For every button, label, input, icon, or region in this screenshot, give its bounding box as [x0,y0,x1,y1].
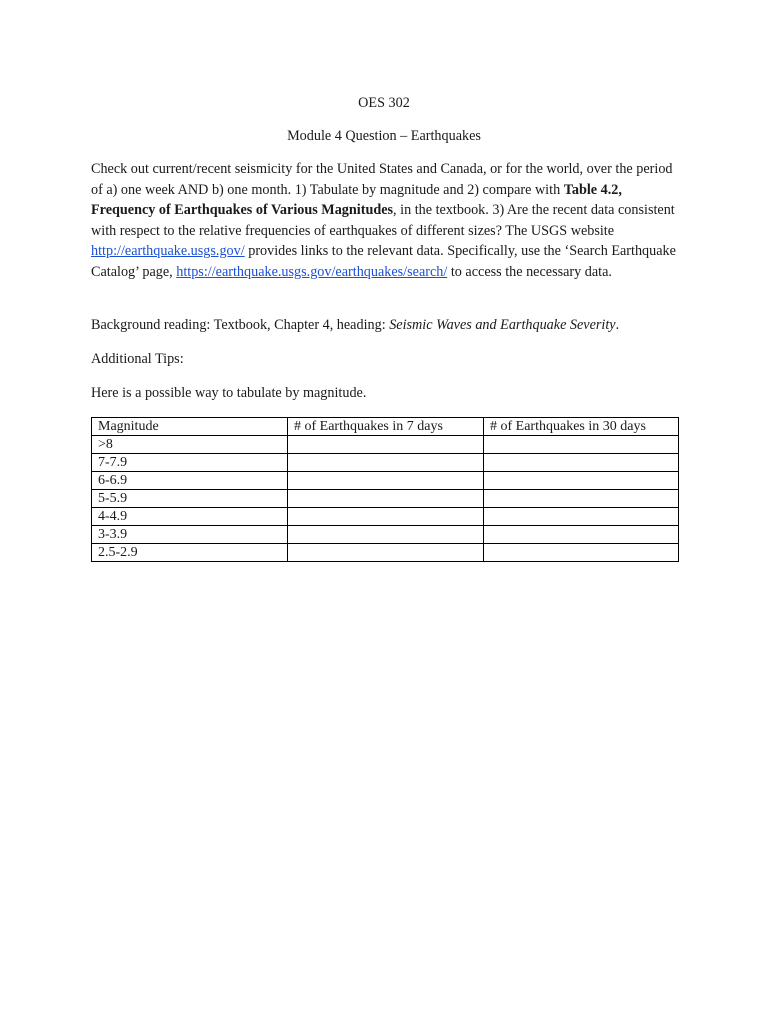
table-row [92,490,679,508]
table-header-row [92,418,679,436]
magnitude-cell: 5-5.9 [92,490,288,508]
count-30-days-cell[interactable] [484,526,679,544]
usgs-search-link[interactable]: https://earthquake.usgs.gov/earthquakes/search/ [176,263,448,280]
count-30-days-cell[interactable] [484,544,679,562]
intro-text-4: to access the necessary data. [447,263,612,280]
textbook-table-reference: Table 4.2, Frequency of Earthquakes of Various Magnitudes [91,181,622,219]
magnitude-cell: 3-3.9 [92,526,288,544]
count-30-days-cell[interactable] [484,454,679,472]
magnitude-table [91,417,679,562]
count-7-days-cell[interactable] [288,472,484,490]
count-30-days-cell[interactable] [484,436,679,454]
tabulate-note: Here is a possible way to tabulate by magnitude. [91,385,367,401]
document-title: Module 4 Question – Earthquakes [287,128,481,144]
count-7-days-cell[interactable] [288,526,484,544]
magnitude-cell: 2.5-2.9 [92,544,288,562]
count-7-days-cell[interactable] [288,544,484,562]
magnitude-cell: 4-4.9 [92,508,288,526]
count-7-days-cell[interactable] [288,454,484,472]
intro-text-2: , in the textbook. 3) Are the recent data consistent with respect to the relative frequencies of earthquakes of different sizes? The USGS website [91,202,675,239]
table-row [92,508,679,526]
count-30-days-cell[interactable] [484,508,679,526]
tips-heading: Additional Tips: [91,351,184,367]
intro-paragraph [91,159,681,283]
magnitude-cell: 7-7.9 [92,454,288,472]
table-row [92,454,679,472]
count-30-days-cell[interactable] [484,490,679,508]
background-reading [91,315,681,336]
header-7-days: # of Earthquakes in 7 days [288,418,484,436]
background-end: . [615,317,620,333]
background-heading: Seismic Waves and Earthquake Severity [389,317,616,333]
table-row [92,472,679,490]
table-row [92,544,679,562]
table-row [92,526,679,544]
table-row [92,436,679,454]
magnitude-cell: >8 [92,436,288,454]
header-magnitude: Magnitude [92,418,288,436]
header-30-days: # of Earthquakes in 30 days [484,418,679,436]
count-7-days-cell[interactable] [288,508,484,526]
count-30-days-cell[interactable] [484,472,679,490]
intro-text-1: Check out current/recent seismicity for the United States and Canada, or for the world, over the period of a) one week AND b) one month. 1) Tabulate by magnitude and 2) compare with [91,161,673,198]
usgs-home-link[interactable]: http://earthquake.usgs.gov/ [91,243,245,260]
intro-text-3: provides links to the relevant data. Specifically, use the ‘Search Earthquake Catalog’ page, [91,243,676,280]
count-7-days-cell[interactable] [288,436,484,454]
magnitude-cell: 6-6.9 [92,472,288,490]
course-code: OES 302 [358,95,410,111]
background-text: Background reading: Textbook, Chapter 4, heading: [91,317,390,333]
count-7-days-cell[interactable] [288,490,484,508]
